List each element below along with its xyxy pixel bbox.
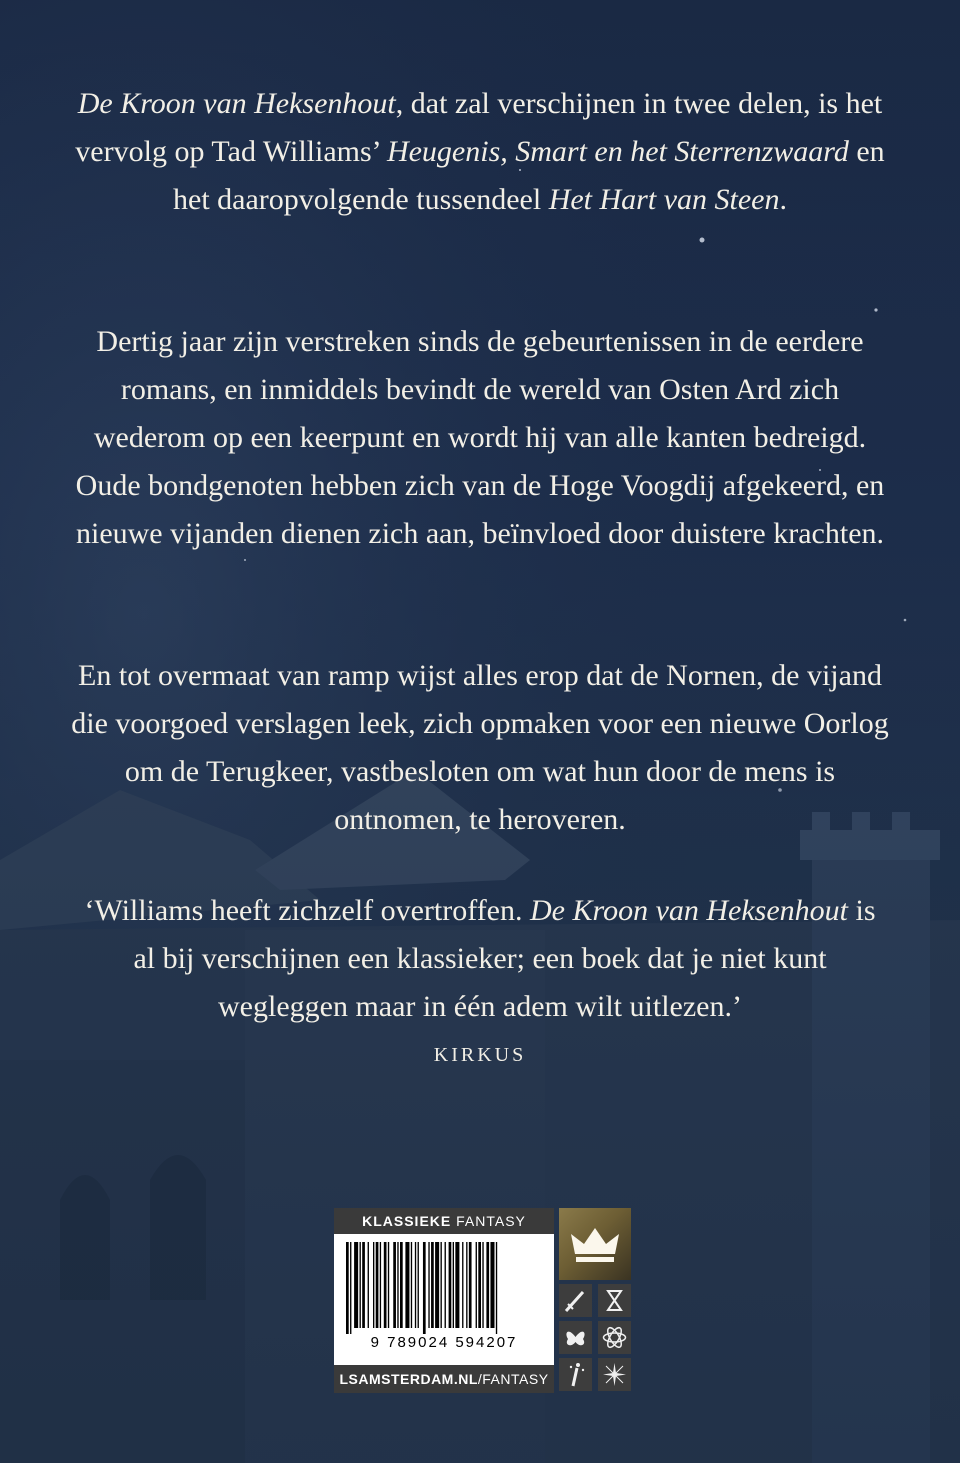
barcode-bar bbox=[453, 1242, 454, 1328]
barcode-bar bbox=[380, 1242, 381, 1328]
blurb-paragraph-threat: En tot overmaat van ramp wijst alles erop dat de Nornen, de vijand die voorgoed verslagen leek, zich opmaken voor een nieuwe Oorlog om de Terugkeer, vastbesloten om wat hun door de mens is ontnomen, te heroveren. bbox=[71, 659, 889, 836]
barcode-bar bbox=[350, 1242, 351, 1334]
barcode-bar bbox=[466, 1242, 467, 1328]
barcode-bar bbox=[360, 1242, 361, 1328]
isbn-number: 9 789024 594207 bbox=[370, 1334, 518, 1351]
barcode-bar bbox=[405, 1242, 409, 1328]
barcode-bar bbox=[431, 1242, 434, 1328]
crown-icon bbox=[559, 1208, 631, 1280]
barcode-bar bbox=[428, 1242, 429, 1328]
barcode-bar bbox=[368, 1242, 369, 1328]
barcode-bar bbox=[397, 1242, 398, 1328]
blurb-intro bbox=[70, 80, 890, 224]
barcode-bar bbox=[490, 1242, 494, 1328]
barcode-panel bbox=[334, 1208, 554, 1393]
barcode-bar bbox=[362, 1242, 365, 1328]
review-quote bbox=[70, 887, 890, 1031]
isbn-barcode bbox=[344, 1242, 544, 1334]
hourglass-icon bbox=[598, 1284, 631, 1317]
barcode-bar bbox=[418, 1242, 419, 1328]
barcode-bar bbox=[486, 1242, 489, 1328]
atom-icon bbox=[598, 1321, 631, 1354]
quote-text: is al bij verschijnen een klassieker; een boek dat je niet kunt wegleggen maar in één adem wilt uitlezen.’ bbox=[133, 894, 876, 1023]
blurb-text: . bbox=[779, 183, 787, 216]
publisher-url-bold: LSAMSTERDAM.NL bbox=[339, 1371, 478, 1387]
barcode-bar bbox=[469, 1242, 472, 1328]
blurb-text: , dat zal verschijnen in twee delen, is het vervolg op Tad Williams’ bbox=[75, 87, 883, 168]
quote-book-title: De Kroon van Heksenhout bbox=[530, 894, 849, 927]
barcode-bar bbox=[449, 1242, 452, 1328]
series-label bbox=[334, 1208, 554, 1234]
barcode-bar bbox=[462, 1242, 463, 1328]
series-label-bold: KLASSIEKE bbox=[362, 1213, 452, 1229]
sparkle-icon bbox=[598, 1358, 631, 1391]
series-label-light: FANTASY bbox=[456, 1213, 526, 1229]
publisher-url bbox=[334, 1365, 554, 1393]
barcode-bar bbox=[388, 1242, 389, 1328]
wand-icon bbox=[559, 1358, 592, 1391]
series-title: Heugenis, Smart en het Sterrenzwaard bbox=[386, 135, 849, 168]
blurb-paragraph-setting: Dertig jaar zijn verstreken sinds de gebeurtenissen in de eerdere romans, en inmiddels bevindt de wereld van Osten Ard zich wederom op een keerpunt en wordt hij van alle kanten bedreigd. Oude bondgenoten hebben zich van de Hoge Voogdij afgekeerd, en nieuwe vijanden dienen zich aan, beïnvloed door duistere krachten. bbox=[75, 325, 885, 550]
barcode-bar bbox=[393, 1242, 396, 1328]
barcode-bar bbox=[373, 1242, 374, 1328]
publisher-url-path: /FANTASY bbox=[477, 1371, 549, 1387]
barcode-bar bbox=[423, 1242, 426, 1334]
barcode-bar bbox=[384, 1242, 387, 1328]
butterfly-icon bbox=[559, 1321, 592, 1354]
barcode-bar bbox=[482, 1242, 483, 1328]
barcode-bar bbox=[400, 1242, 403, 1328]
barcode-bar bbox=[411, 1242, 412, 1328]
barcode-bar bbox=[354, 1242, 358, 1328]
barcode-bar bbox=[346, 1242, 349, 1334]
barcode-bar bbox=[455, 1242, 459, 1328]
sword-icon bbox=[559, 1284, 592, 1317]
barcode-bar bbox=[376, 1242, 379, 1328]
barcode-bar bbox=[445, 1242, 446, 1328]
barcode-bar bbox=[441, 1242, 442, 1328]
barcode-bar bbox=[496, 1242, 497, 1334]
barcode-bar bbox=[476, 1242, 477, 1328]
blurb-text: en het daaropvolgende tussendeel bbox=[173, 135, 885, 216]
barcode-bar bbox=[415, 1242, 416, 1328]
book-title: De Kroon van Heksenhout bbox=[77, 87, 396, 120]
interlude-title: Het Hart van Steen bbox=[548, 183, 780, 216]
barcode-bar bbox=[478, 1242, 481, 1328]
barcode-bar bbox=[435, 1242, 439, 1328]
quote-attribution: KIRKUS bbox=[433, 1044, 527, 1066]
quote-text: ‘Williams heeft zichzelf overtroffen. bbox=[84, 894, 531, 927]
